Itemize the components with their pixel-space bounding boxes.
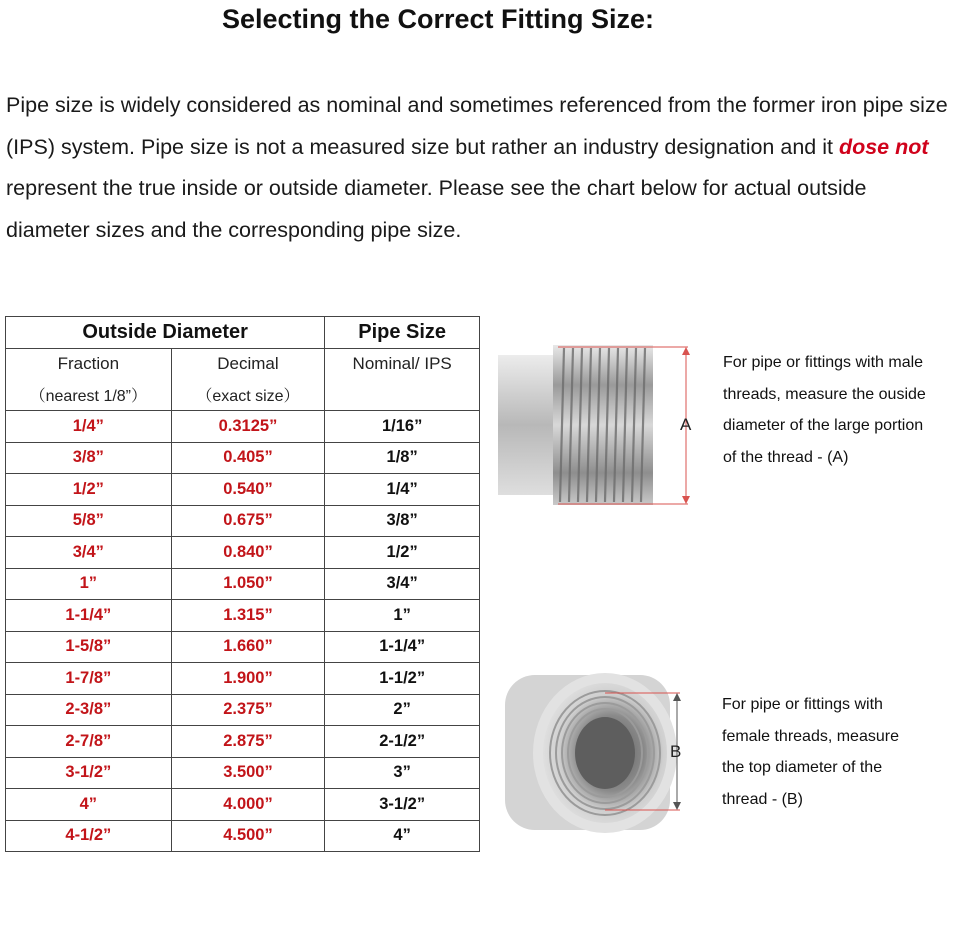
cell-nominal: 3-1/2” bbox=[325, 789, 480, 821]
cell-decimal: 1.660” bbox=[171, 631, 325, 663]
col-nominal: Nominal/ IPS bbox=[325, 349, 480, 411]
pipe-size-table bbox=[5, 316, 480, 852]
header-outside-diameter: Outside Diameter bbox=[6, 317, 325, 349]
cell-decimal: 0.840” bbox=[171, 537, 325, 569]
cell-fraction: 3/8” bbox=[6, 442, 172, 474]
intro-paragraph bbox=[6, 85, 951, 251]
cell-nominal: 3/4” bbox=[325, 568, 480, 600]
cell-nominal: 3” bbox=[325, 757, 480, 789]
table-row bbox=[6, 663, 480, 695]
cell-fraction: 2-3/8” bbox=[6, 694, 172, 726]
col-fraction-note: （nearest 1/8”） bbox=[6, 379, 172, 411]
cell-nominal: 1/2” bbox=[325, 537, 480, 569]
cell-nominal: 1-1/2” bbox=[325, 663, 480, 695]
table-row bbox=[6, 505, 480, 537]
cell-nominal: 1-1/4” bbox=[325, 631, 480, 663]
cell-fraction: 4” bbox=[6, 789, 172, 821]
cell-nominal: 4” bbox=[325, 820, 480, 852]
male-note-line: diameter of the large portion bbox=[723, 417, 924, 434]
cell-fraction: 3-1/2” bbox=[6, 757, 172, 789]
female-note-line: female threads, measure bbox=[722, 727, 899, 745]
dimension-label-a: A bbox=[680, 415, 692, 434]
cell-nominal: 2” bbox=[325, 694, 480, 726]
page-title: Selecting the Correct Fitting Size: bbox=[221, 4, 655, 34]
cell-fraction: 3/4” bbox=[6, 537, 172, 569]
table-row bbox=[6, 789, 480, 821]
table-row bbox=[6, 474, 480, 506]
cell-nominal: 1/8” bbox=[325, 442, 480, 474]
table-row bbox=[6, 631, 480, 663]
cell-decimal: 0.405” bbox=[171, 442, 325, 474]
cell-decimal: 4.000” bbox=[171, 789, 325, 821]
female-note-line: the top diameter of the bbox=[722, 759, 883, 776]
cell-decimal: 2.875” bbox=[171, 726, 325, 758]
cell-fraction: 1” bbox=[6, 568, 172, 600]
male-fitting-photo bbox=[498, 340, 708, 510]
cell-fraction: 1/4” bbox=[6, 411, 172, 443]
cell-decimal: 1.900” bbox=[171, 663, 325, 695]
male-thread-note bbox=[723, 347, 958, 473]
cell-fraction: 1-1/4” bbox=[6, 600, 172, 632]
cell-decimal: 0.540” bbox=[171, 474, 325, 506]
cell-fraction: 4-1/2” bbox=[6, 820, 172, 852]
female-note-line: For pipe or fittings with bbox=[722, 696, 883, 713]
table-row bbox=[6, 726, 480, 758]
dimension-label-b: B bbox=[670, 742, 682, 761]
table-row bbox=[6, 411, 480, 443]
male-note-line: For pipe or fittings with male bbox=[723, 354, 924, 371]
cell-decimal: 4.500” bbox=[171, 820, 325, 852]
cell-fraction: 1-5/8” bbox=[6, 631, 172, 663]
col-fraction: Fraction bbox=[6, 349, 172, 380]
cell-decimal: 0.3125” bbox=[171, 411, 325, 443]
male-note-line: threads, measure the ouside bbox=[723, 385, 926, 403]
table-row bbox=[6, 537, 480, 569]
cell-decimal: 0.675” bbox=[171, 505, 325, 537]
cell-decimal: 3.500” bbox=[171, 757, 325, 789]
cell-decimal: 1.050” bbox=[171, 568, 325, 600]
table-row bbox=[6, 694, 480, 726]
table-row bbox=[6, 568, 480, 600]
cell-nominal: 1/4” bbox=[325, 474, 480, 506]
cell-nominal: 1/16” bbox=[325, 411, 480, 443]
cell-nominal: 1” bbox=[325, 600, 480, 632]
table-row bbox=[6, 757, 480, 789]
cell-decimal: 2.375” bbox=[171, 694, 325, 726]
female-thread-note bbox=[722, 689, 957, 815]
cell-nominal: 2-1/2” bbox=[325, 726, 480, 758]
table-row bbox=[6, 820, 480, 852]
col-decimal-note: （exact size） bbox=[171, 379, 325, 411]
intro-text-before: Pipe size is widely considered as nominal and sometimes referenced from the former iron pipe size (IPS) system. Pipe size is not a measured size but rather an industry designation and it bbox=[6, 93, 948, 159]
table-row bbox=[6, 600, 480, 632]
cell-decimal: 1.315” bbox=[171, 600, 325, 632]
header-pipe-size: Pipe Size bbox=[325, 317, 480, 349]
intro-text-after: represent the true inside or outside diameter. Please see the chart below for actual outside diameter sizes and the corresponding pipe size. bbox=[6, 176, 867, 242]
col-decimal: Decimal bbox=[171, 349, 325, 380]
intro-emphasis: dose not bbox=[838, 134, 929, 159]
table-row bbox=[6, 442, 480, 474]
female-note-line: thread - (B) bbox=[722, 790, 803, 808]
cell-nominal: 3/8” bbox=[325, 505, 480, 537]
male-note-line: of the thread - (A) bbox=[723, 448, 849, 466]
cell-fraction: 1-7/8” bbox=[6, 663, 172, 695]
cell-fraction: 1/2” bbox=[6, 474, 172, 506]
cell-fraction: 2-7/8” bbox=[6, 726, 172, 758]
cell-fraction: 5/8” bbox=[6, 505, 172, 537]
